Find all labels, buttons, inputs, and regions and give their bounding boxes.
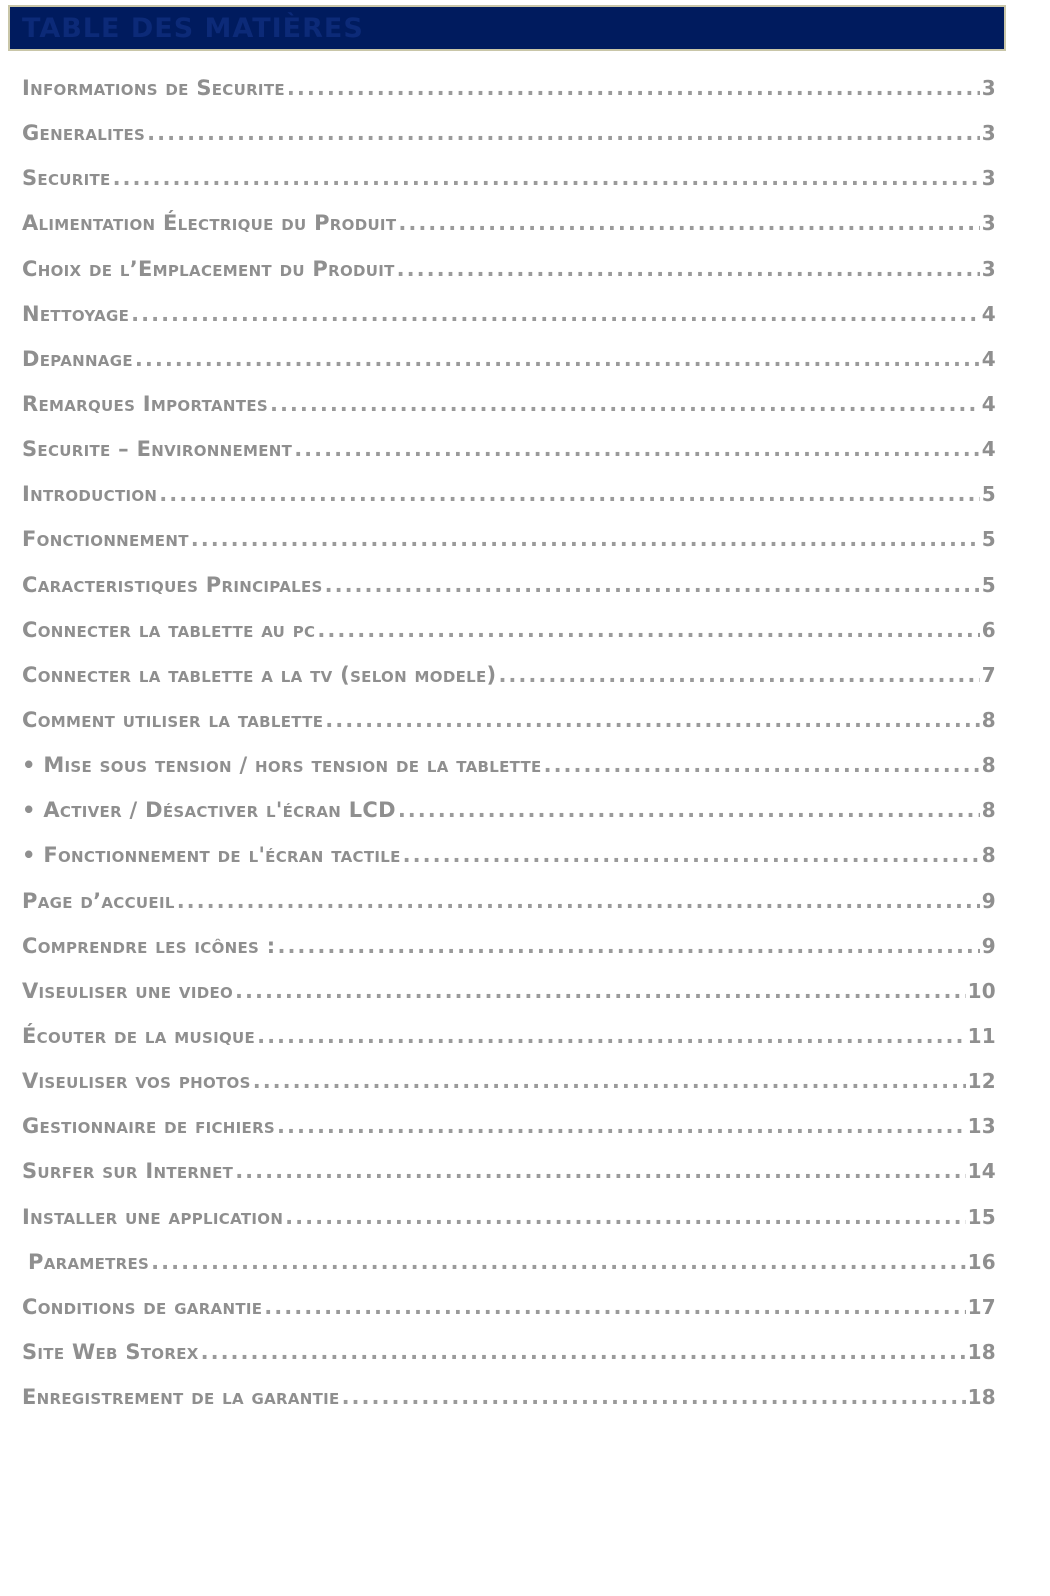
toc-entry-label: Connecter la tablette a la tv (selon modele) <box>22 662 497 687</box>
toc-entry[interactable] <box>22 523 996 568</box>
toc-entry[interactable] <box>22 117 996 162</box>
toc-dot-leader <box>325 708 980 732</box>
toc-dot-leader <box>253 1069 966 1093</box>
toc-page-number: 7 <box>981 662 996 687</box>
toc-entry-label: Installer une application <box>22 1204 284 1229</box>
toc-entry-label: Parametres <box>28 1249 150 1274</box>
toc-page-number: 15 <box>967 1204 996 1229</box>
toc-page-number: 3 <box>981 166 996 191</box>
toc-dot-leader <box>317 618 979 642</box>
toc-dot-leader <box>235 979 966 1003</box>
toc-dot-leader <box>147 121 980 145</box>
toc-entry-label: Viseuliser une video <box>22 978 234 1003</box>
toc-entry-label: Comment utiliser la tablette <box>22 707 324 732</box>
toc-dot-leader <box>191 527 980 551</box>
toc-entry-label: Depannage <box>22 346 133 371</box>
toc-entry[interactable] <box>22 1336 996 1381</box>
toc-page-number: 12 <box>967 1069 996 1094</box>
toc-entry-label: Nettoyage <box>22 301 130 326</box>
toc-entry[interactable] <box>22 478 996 523</box>
toc-entry-label: Fonctionnement <box>22 527 189 552</box>
toc-page-number: 17 <box>967 1294 996 1319</box>
page-title: TABLE DES MATIÈRES <box>22 13 364 44</box>
toc-dot-leader <box>277 934 979 958</box>
toc-dot-leader <box>113 166 980 190</box>
toc-dot-leader <box>325 573 980 597</box>
toc-page-number: 5 <box>981 527 996 552</box>
toc-entry[interactable] <box>22 162 996 207</box>
toc-page-number: 3 <box>981 256 996 281</box>
toc-page-number: 9 <box>981 933 996 958</box>
toc-entry-label: Conditions de garantie <box>22 1294 263 1319</box>
toc-entry-label: • Fonctionnement de l'écran tactile <box>22 843 401 868</box>
toc-entry[interactable] <box>22 975 996 1020</box>
toc-dot-leader <box>294 437 980 461</box>
toc-entry-label: Securite – Environnement <box>22 437 293 462</box>
toc-entry[interactable] <box>22 207 996 252</box>
toc-page-number: 18 <box>967 1385 996 1410</box>
toc-entry[interactable] <box>22 388 996 433</box>
toc-entry-label: Informations de Securite <box>22 76 285 100</box>
toc-page-number: 5 <box>981 482 996 507</box>
toc-page-number: 16 <box>967 1249 996 1274</box>
toc-page-number: 6 <box>981 617 996 642</box>
toc-entry[interactable] <box>22 930 996 975</box>
toc-page-number: 4 <box>981 437 996 462</box>
toc-dot-leader <box>177 889 980 913</box>
toc-entry-label: Introduction <box>22 482 158 507</box>
toc-entry-label: Comprendre les icônes : <box>22 933 276 958</box>
toc-entry[interactable] <box>22 614 996 659</box>
toc-entry-label: Page d’accueil <box>22 888 175 913</box>
toc-dot-leader <box>398 798 980 822</box>
toc-page-number: 4 <box>981 391 996 416</box>
toc-dot-leader <box>131 302 980 326</box>
toc-page-number: 8 <box>981 707 996 732</box>
toc-entry-label: Securite <box>22 166 111 191</box>
toc-entry[interactable] <box>22 298 996 343</box>
toc-entry[interactable] <box>22 253 996 298</box>
toc-page-number: 11 <box>967 1023 996 1048</box>
toc-entry[interactable] <box>22 839 996 884</box>
toc-entry-label: Site Web Storex <box>22 1339 199 1364</box>
toc-entry-label: Choix de l’Emplacement du Produit <box>22 256 395 281</box>
toc-entry[interactable] <box>22 885 996 930</box>
toc-entry-label: Gestionnaire de fichiers <box>22 1114 276 1139</box>
toc-page-number: 3 <box>981 121 996 146</box>
toc-entry[interactable] <box>22 569 996 614</box>
toc-entry[interactable] <box>22 749 996 794</box>
toc-entry-label: Alimentation Électrique du Produit <box>22 211 397 236</box>
toc-dot-leader <box>398 211 979 235</box>
table-of-contents <box>22 72 996 1426</box>
toc-dot-leader <box>270 392 980 416</box>
toc-dot-leader <box>544 753 980 777</box>
toc-entry[interactable] <box>22 72 996 117</box>
toc-entry-label: Connecter la tablette au pc <box>22 617 316 642</box>
toc-entry[interactable] <box>22 433 996 478</box>
toc-title-bar <box>8 5 1006 51</box>
toc-entry-label: Enregistrement de la garantie <box>22 1385 340 1410</box>
toc-dot-leader <box>135 347 980 371</box>
toc-entry-label: Écouter de la musique <box>22 1023 256 1048</box>
toc-dot-leader <box>397 257 980 281</box>
toc-dot-leader <box>287 76 980 100</box>
toc-dot-leader <box>257 1024 965 1048</box>
toc-page-number: 13 <box>967 1114 996 1139</box>
toc-page-number: 8 <box>981 753 996 778</box>
toc-dot-leader <box>403 843 980 867</box>
toc-dot-leader <box>498 663 979 687</box>
toc-entry[interactable] <box>22 659 996 704</box>
toc-entry[interactable] <box>22 1155 996 1200</box>
toc-entry[interactable] <box>22 794 996 839</box>
toc-entry-label: Viseuliser vos photos <box>22 1069 251 1094</box>
toc-page-number: 8 <box>981 798 996 823</box>
toc-dot-leader <box>235 1159 965 1183</box>
toc-entry[interactable] <box>22 1201 996 1246</box>
toc-page-number: 4 <box>981 301 996 326</box>
toc-entry[interactable] <box>22 1381 996 1426</box>
toc-dot-leader <box>151 1250 965 1274</box>
toc-entry[interactable] <box>22 704 996 749</box>
toc-page-number: 9 <box>981 888 996 913</box>
toc-dot-leader <box>277 1114 966 1138</box>
toc-page-number: 18 <box>967 1339 996 1364</box>
toc-entry[interactable] <box>22 343 996 388</box>
toc-dot-leader <box>342 1385 966 1409</box>
toc-page-number: 14 <box>967 1159 996 1184</box>
toc-dot-leader <box>264 1295 965 1319</box>
toc-page-number: 3 <box>981 76 996 100</box>
toc-entry-label: Surfer sur Internet <box>22 1159 234 1184</box>
toc-dot-leader <box>201 1340 966 1364</box>
toc-page-number: 3 <box>981 211 996 236</box>
toc-page-number: 8 <box>981 843 996 868</box>
toc-entry-label: Caracteristiques Principales <box>22 572 323 597</box>
toc-entry[interactable] <box>22 1065 996 1110</box>
toc-entry-label: Remarques Importantes <box>22 391 268 416</box>
toc-page-number: 5 <box>981 572 996 597</box>
toc-page-number: 10 <box>967 978 996 1003</box>
toc-dot-leader <box>285 1205 965 1229</box>
toc-entry[interactable] <box>22 1246 996 1291</box>
toc-page-number: 4 <box>981 346 996 371</box>
toc-dot-leader <box>159 482 980 506</box>
toc-entry-label: Generalites <box>22 121 146 146</box>
toc-entry-label: • Mise sous tension / hors tension de la tablette <box>22 753 542 778</box>
toc-entry-label: • Activer / Désactiver l'écran LCD <box>22 798 396 823</box>
toc-entry[interactable] <box>22 1020 996 1065</box>
toc-entry[interactable] <box>22 1291 996 1336</box>
toc-entry[interactable] <box>22 1110 996 1155</box>
